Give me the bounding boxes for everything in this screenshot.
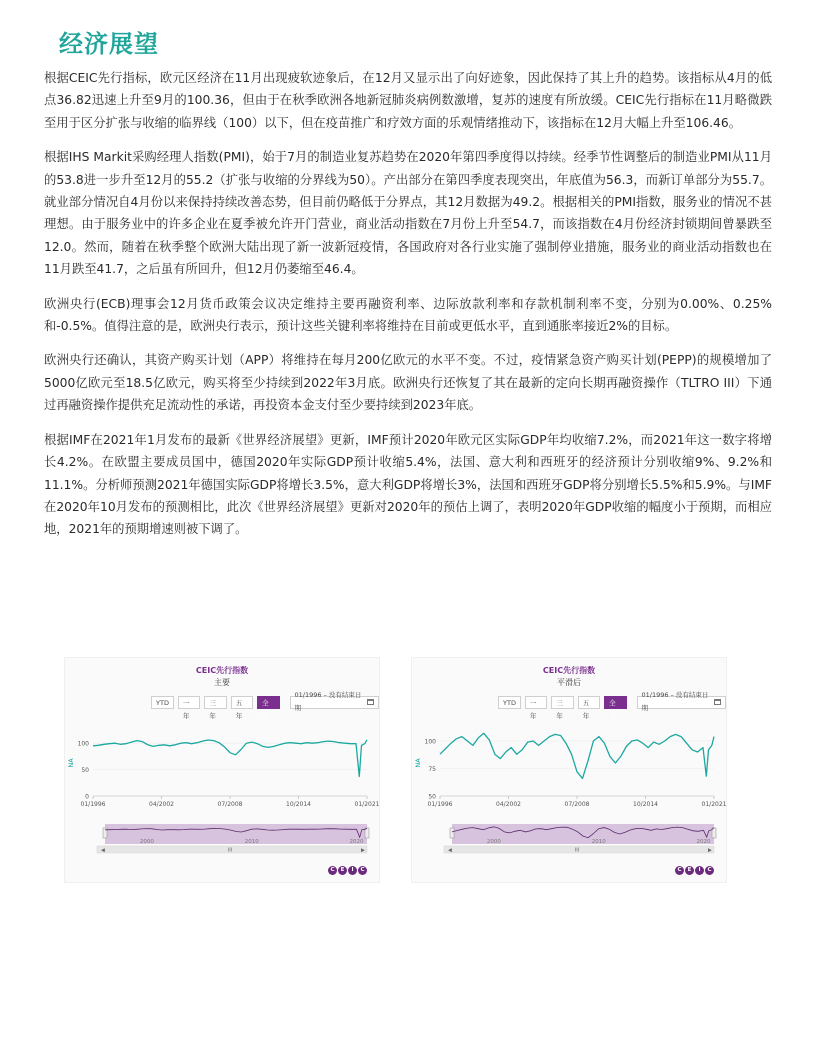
range-button-all[interactable]: 全部: [257, 696, 279, 709]
navigator-left-handle: [450, 828, 454, 838]
y-tick-label: 50: [81, 767, 89, 775]
paragraph-pmi: 根据IHS Markit采购经理人指数(PMI)，始于7月的制造业复苏趋势在2020年第四季度得以持续。经季节性调整后的制造业PMI从11月的53.8进一步升至12月的55.2（扩张与收缩的分界线为50）。产出部分在第四季度表现突出，年底值为56.3，而新订单部分为55.7。就业部分情况自4月份以来保持持续改善态势，但目前仍略低于分界点，其12月数据为49.2。根据相关的PMI指数，服务业的情况不甚理想。由于服务业中的许多企业在夏季被允许开门营业，商业活动指数在7月份上升至54.7，而该指数在4月份经济封锁期间曾暴跌至12.0。然而，随着在秋季整个欧洲大陆出现了新一波新冠疫情，各国政府对各行业实施了强制停业措施，服务业的商业活动指数也在11月跌至41.7，之后虽有所回升，但12月仍萎缩至46.4。: [44, 150, 772, 277]
y-tick-label: 75: [428, 766, 436, 773]
y-tick-label: 100: [77, 740, 89, 748]
date-range-text: 01/1996 – 没有结束日期: [641, 691, 709, 712]
scroll-left-arrow: ◀: [101, 847, 105, 854]
logo-letter: I: [695, 866, 704, 875]
x-tick-label: 07/2008: [217, 801, 243, 808]
paragraph-ecb-rates: 欧洲央行(ECB)理事会12月货币政策会议决定维持主要再融资利率、边际放款利率和存款机制利率不变，分别为0.00%、0.25%和-0.5%。值得注意的是，欧洲央行表示，预计这些关键利率将维持在目前或更低水平，直到通胀率接近2%的目标。: [44, 296, 772, 334]
line-chart-smoothed: [412, 658, 726, 882]
x-tick-label: 07/2008: [564, 801, 590, 808]
scroll-left-arrow: ◀: [448, 847, 452, 854]
range-button-5y[interactable]: 五年: [578, 696, 600, 709]
x-tick-label: 01/2021: [354, 801, 379, 808]
logo-letter: C: [358, 866, 367, 875]
chart-subtitle: 平滑后: [557, 678, 581, 687]
x-tick-label: 01/1996: [427, 801, 453, 808]
range-button-ytd[interactable]: YTD: [498, 696, 521, 709]
x-tick-label: 01/1996: [80, 801, 106, 808]
chart-card-main: [64, 657, 380, 883]
y-axis-label: NA: [414, 758, 422, 768]
scroll-right-arrow: ▶: [361, 847, 365, 854]
navigator-tick-label: 2010: [591, 839, 606, 845]
navigator-tick-label: 2010: [244, 839, 259, 845]
y-axis-label: NA: [67, 758, 75, 768]
logo-letter: C: [328, 866, 337, 875]
date-range-text: 01/1996 – 没有结束日期: [294, 691, 362, 712]
range-button-all[interactable]: 全部: [604, 696, 626, 709]
series-line: [440, 733, 714, 778]
x-tick-label: 04/2002: [496, 801, 521, 808]
range-button-1y[interactable]: 一年: [525, 696, 547, 709]
range-button-3y[interactable]: 三年: [551, 696, 573, 709]
page-title: 经济展望: [59, 30, 159, 58]
chart-subtitle: 主要: [214, 678, 230, 687]
y-tick-label: 0: [85, 793, 89, 801]
line-chart-main: [65, 658, 379, 882]
paragraph-asset-purchase: 欧洲央行还确认，其资产购买计划（APP）将维持在每月200亿欧元的水平不变。不过，疫情紧急资产购买计划(PEPP)的规模增加了5000亿欧元至18.5亿欧元，购买将至少持续到2022年3月底。欧洲央行还恢复了其在最新的定向长期再融资操作（TLTRO III）下通过再融资操作提供充足流动性的承诺，再投资本金支付至少要持续到2023年底。: [44, 353, 772, 413]
paragraph-leading-indicator: 根据CEIC先行指标，欧元区经济在11月出现疲软迹象后，在12月又显示出了向好迹象，因此保持了其上升的趋势。该指标从4月的低点36.82迅速上升至9月的100.36，但由于在秋季欧洲各地新冠肺炎病例数激增，复苏的速度有所放缓。CEIC先行指标在11月略微跌至用于区分扩张与收缩的临界线（100）以下，但在疫苗推广和疗效方面的乐观情绪推动下，该指标在12月大幅上升至106.46。: [44, 71, 772, 130]
navigator-tick-label: 2020: [349, 839, 364, 845]
navigator-tick-label: 2000: [139, 839, 154, 845]
series-line: [93, 740, 367, 777]
logo-letter: C: [675, 866, 684, 875]
scroll-grip: III: [574, 847, 580, 854]
navigator-tick-label: 2000: [486, 839, 501, 845]
x-tick-label: 04/2002: [149, 801, 174, 808]
chart-title: CEIC先行指数: [195, 666, 249, 675]
x-tick-label: 01/2021: [701, 801, 726, 808]
ceic-logo: [675, 866, 714, 875]
scroll-grip: III: [227, 847, 233, 854]
y-tick-label: 50: [428, 793, 436, 801]
logo-letter: I: [348, 866, 357, 875]
navigator-right-handle: [365, 828, 369, 838]
range-button-ytd[interactable]: YTD: [151, 696, 174, 709]
range-button-1y[interactable]: 一年: [178, 696, 200, 709]
chart-title: CEIC先行指数: [542, 666, 596, 675]
logo-letter: E: [685, 866, 694, 875]
range-button-5y[interactable]: 五年: [231, 696, 253, 709]
article-body: [44, 67, 772, 553]
y-tick-label: 100: [424, 738, 436, 746]
paragraph-imf-outlook: 根据IMF在2021年1月发布的最新《世界经济展望》更新，IMF预计2020年欧元区实际GDP年均收缩7.2%，而2021年这一数字将增长4.2%。在欧盟主要成员国中，德国2020年实际GDP预计收缩5.4%，法国、意大利和西班牙的经济预计分别收缩9%、9.2%和11.1%。分析师预测2021年德国实际GDP将增长3.5%，意大利GDP将增长3%，法国和西班牙GDP将分别增长5.5%和5.9%。与IMF在2020年10月发布的预测相比，此次《世界经济展望》更新对2020年的预估上调了，表明2020年GDP收缩的幅度小于预期，而相应地，2021年的预期增速则被下调了。: [44, 432, 772, 537]
chart-card-smoothed: [411, 657, 727, 883]
x-tick-label: 10/2014: [286, 801, 311, 808]
range-button-3y[interactable]: 三年: [204, 696, 226, 709]
ceic-logo: [328, 866, 367, 875]
logo-letter: C: [705, 866, 714, 875]
scroll-right-arrow: ▶: [708, 847, 712, 854]
logo-letter: E: [338, 866, 347, 875]
x-tick-label: 10/2014: [633, 801, 658, 808]
navigator-tick-label: 2020: [696, 839, 711, 845]
